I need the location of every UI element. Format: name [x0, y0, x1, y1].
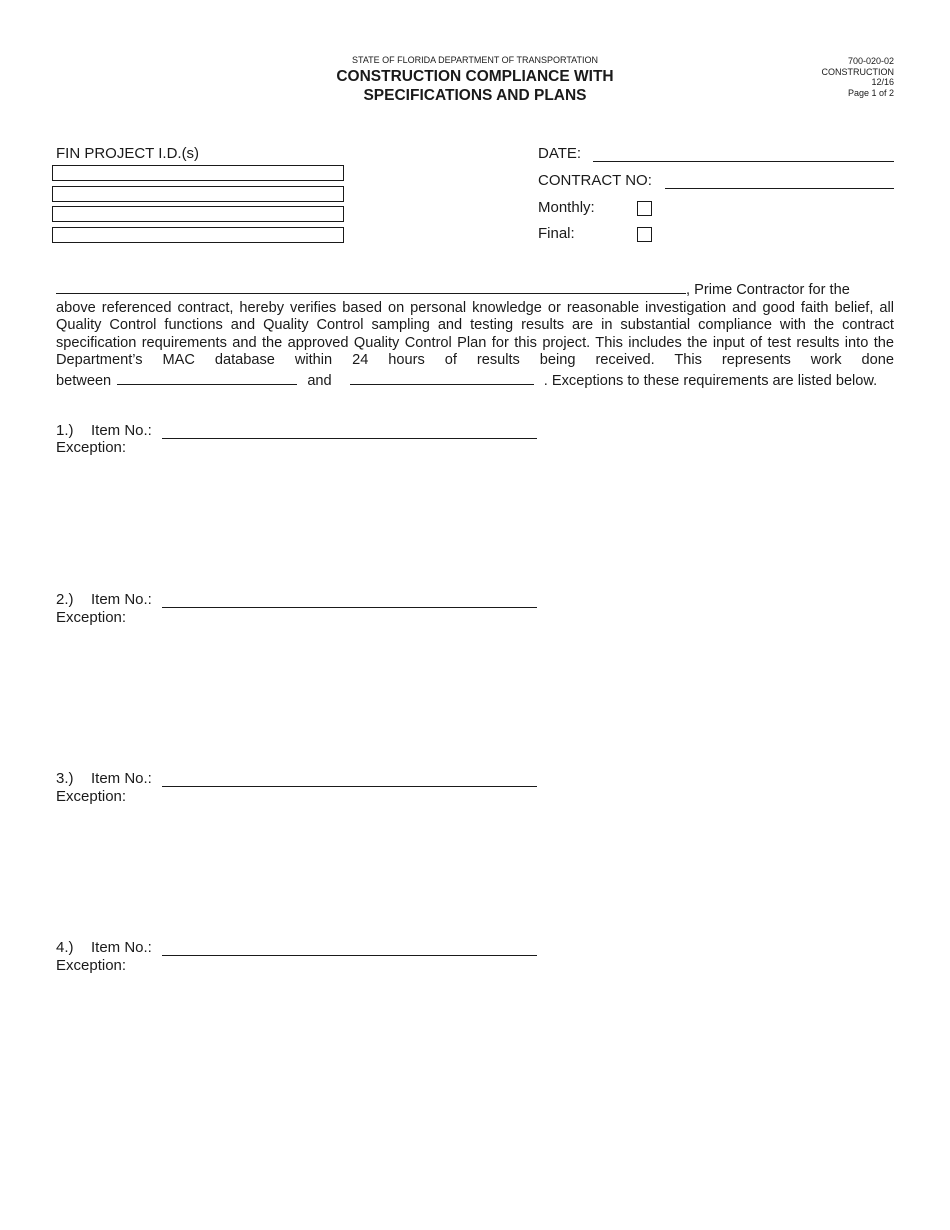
- form-category: CONSTRUCTION: [821, 66, 894, 77]
- end-date-field[interactable]: [350, 370, 534, 385]
- prime-contractor-text: , Prime Contractor for the: [686, 282, 850, 298]
- item-no-label: Item No.:: [91, 939, 152, 956]
- final-checkbox[interactable]: [637, 227, 652, 242]
- fin-project-id-field-3[interactable]: [52, 206, 344, 222]
- date-field[interactable]: [593, 161, 894, 162]
- item-number: 4.): [56, 939, 74, 956]
- prime-contractor-field[interactable]: [56, 279, 686, 294]
- item-no-field[interactable]: [162, 955, 537, 956]
- form-title-line2: SPECIFICATIONS AND PLANS: [363, 87, 587, 104]
- form-title-line1: CONSTRUCTION COMPLIANCE WITH: [336, 68, 614, 85]
- form-number-block: [822, 56, 895, 98]
- fin-project-id-field-2[interactable]: [52, 186, 344, 202]
- item-number: 2.): [56, 591, 74, 608]
- and-text: and: [307, 372, 332, 389]
- item-3: [56, 770, 546, 806]
- final-label: Final:: [538, 225, 575, 242]
- between-text: between: [56, 372, 112, 389]
- fin-project-id-field-4[interactable]: [52, 227, 344, 243]
- item-no-field[interactable]: [162, 438, 537, 439]
- statement-body: above referenced contract, hereby verifies based on personal knowledge or reasonable investigation and good faith belief, all Quality Control functions and Quality Control sampling and testing results are in substantial compliance with the contract specification requirements and the approved Quality Control Plan for this project. This includes the input of test results into the Department’s MAC database within 24 hours of results being received. This represents work done: [56, 299, 894, 369]
- item-no-label: Item No.:: [91, 591, 152, 608]
- exceptions-text: . Exceptions to these requirements are listed below.: [543, 372, 878, 389]
- contract-no-field[interactable]: [665, 188, 894, 189]
- exception-label: Exception:: [56, 609, 127, 626]
- monthly-label: Monthly:: [538, 199, 595, 216]
- exception-label: Exception:: [56, 788, 127, 805]
- item-no-field[interactable]: [162, 786, 537, 787]
- form-title: [0, 67, 950, 105]
- start-date-field[interactable]: [117, 370, 297, 385]
- fin-project-id-field-1[interactable]: [52, 165, 344, 181]
- monthly-checkbox[interactable]: [637, 201, 652, 216]
- agency-name: STATE OF FLORIDA DEPARTMENT OF TRANSPORTATION: [351, 55, 599, 65]
- item-4: [56, 939, 546, 975]
- exception-label: Exception:: [56, 439, 127, 456]
- exception-label: Exception:: [56, 957, 127, 974]
- item-number: 1.): [56, 422, 74, 439]
- contract-no-label: CONTRACT NO:: [538, 172, 652, 189]
- item-no-field[interactable]: [162, 607, 537, 608]
- form-revision: 12/16: [871, 77, 894, 87]
- item-no-label: Item No.:: [91, 770, 152, 787]
- item-1: [56, 422, 546, 458]
- compliance-statement: [56, 279, 894, 391]
- fin-project-label: FIN PROJECT I.D.(s): [56, 145, 200, 162]
- date-label: DATE:: [538, 145, 582, 162]
- page-number: Page 1 of 2: [847, 87, 894, 98]
- form-number: 700-020-02: [847, 56, 894, 66]
- item-2: [56, 591, 546, 627]
- item-number: 3.): [56, 770, 74, 787]
- item-no-label: Item No.:: [91, 422, 152, 439]
